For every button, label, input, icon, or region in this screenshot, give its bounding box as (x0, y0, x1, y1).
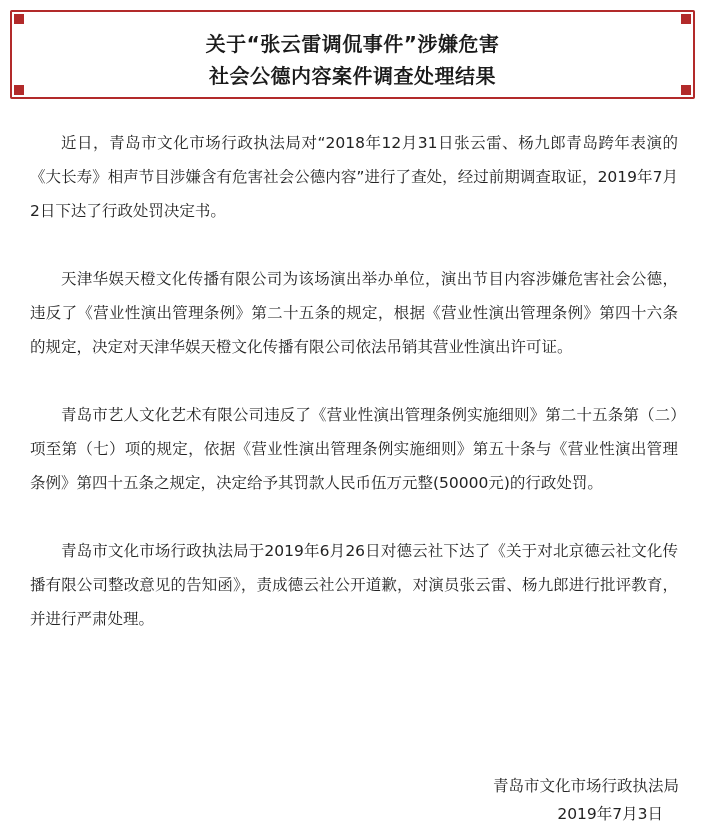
signature-organization: 青岛市文化市场行政执法局 (492, 777, 679, 795)
frame-corner-top-left (14, 14, 24, 24)
paragraph-company-fine: 青岛市艺人文化艺术有限公司违反了《营业性演出管理条例实施细则》第二十五条第（二）项至第（七）项的规定，依据《营业性演出管理条例实施细则》第五十条与《营业性演出管理条例》第四十五条之规定，决定给予其罚款人民币伍万元整(50000元)的行政处罚。 (30, 406, 678, 492)
page-title-line-1: 关于“张云雷调侃事件”涉嫌危害 (205, 32, 500, 56)
signature-date: 2019年7月3日 (557, 805, 663, 823)
paragraph-investigation: 近日，青岛市文化市场行政执法局对“2018年12月31日张云雷、杨九郎青岛跨年表演的《大长寿》相声节目涉嫌含有危害社会公德内容”进行了查处，经过前期调查取证，2019年7月2日下达了行政处罚决定书。 (30, 134, 678, 220)
page-title-line-2: 社会公德内容案件调查处理结果 (209, 64, 496, 88)
paragraph-organizer-penalty: 天津华娱天橙文化传播有限公司为该场演出举办单位，演出节目内容涉嫌危害社会公德，违反了《营业性演出管理条例》第二十五条的规定，根据《营业性演出管理条例》第四十六条的规定，决定对天津华娱天橙文化传播有限公司依法吊销其营业性演出许可证。 (30, 270, 678, 356)
frame-corner-top-right (681, 14, 691, 24)
article-body (30, 126, 678, 670)
paragraph-deyunshe-notice: 青岛市文化市场行政执法局于2019年6月26日对德云社下达了《关于对北京德云社文化传播有限公司整改意见的告知函》，责成德云社公开道歉，对演员张云雷、杨九郎进行批评教育，并进行严肃处理。 (30, 542, 678, 628)
